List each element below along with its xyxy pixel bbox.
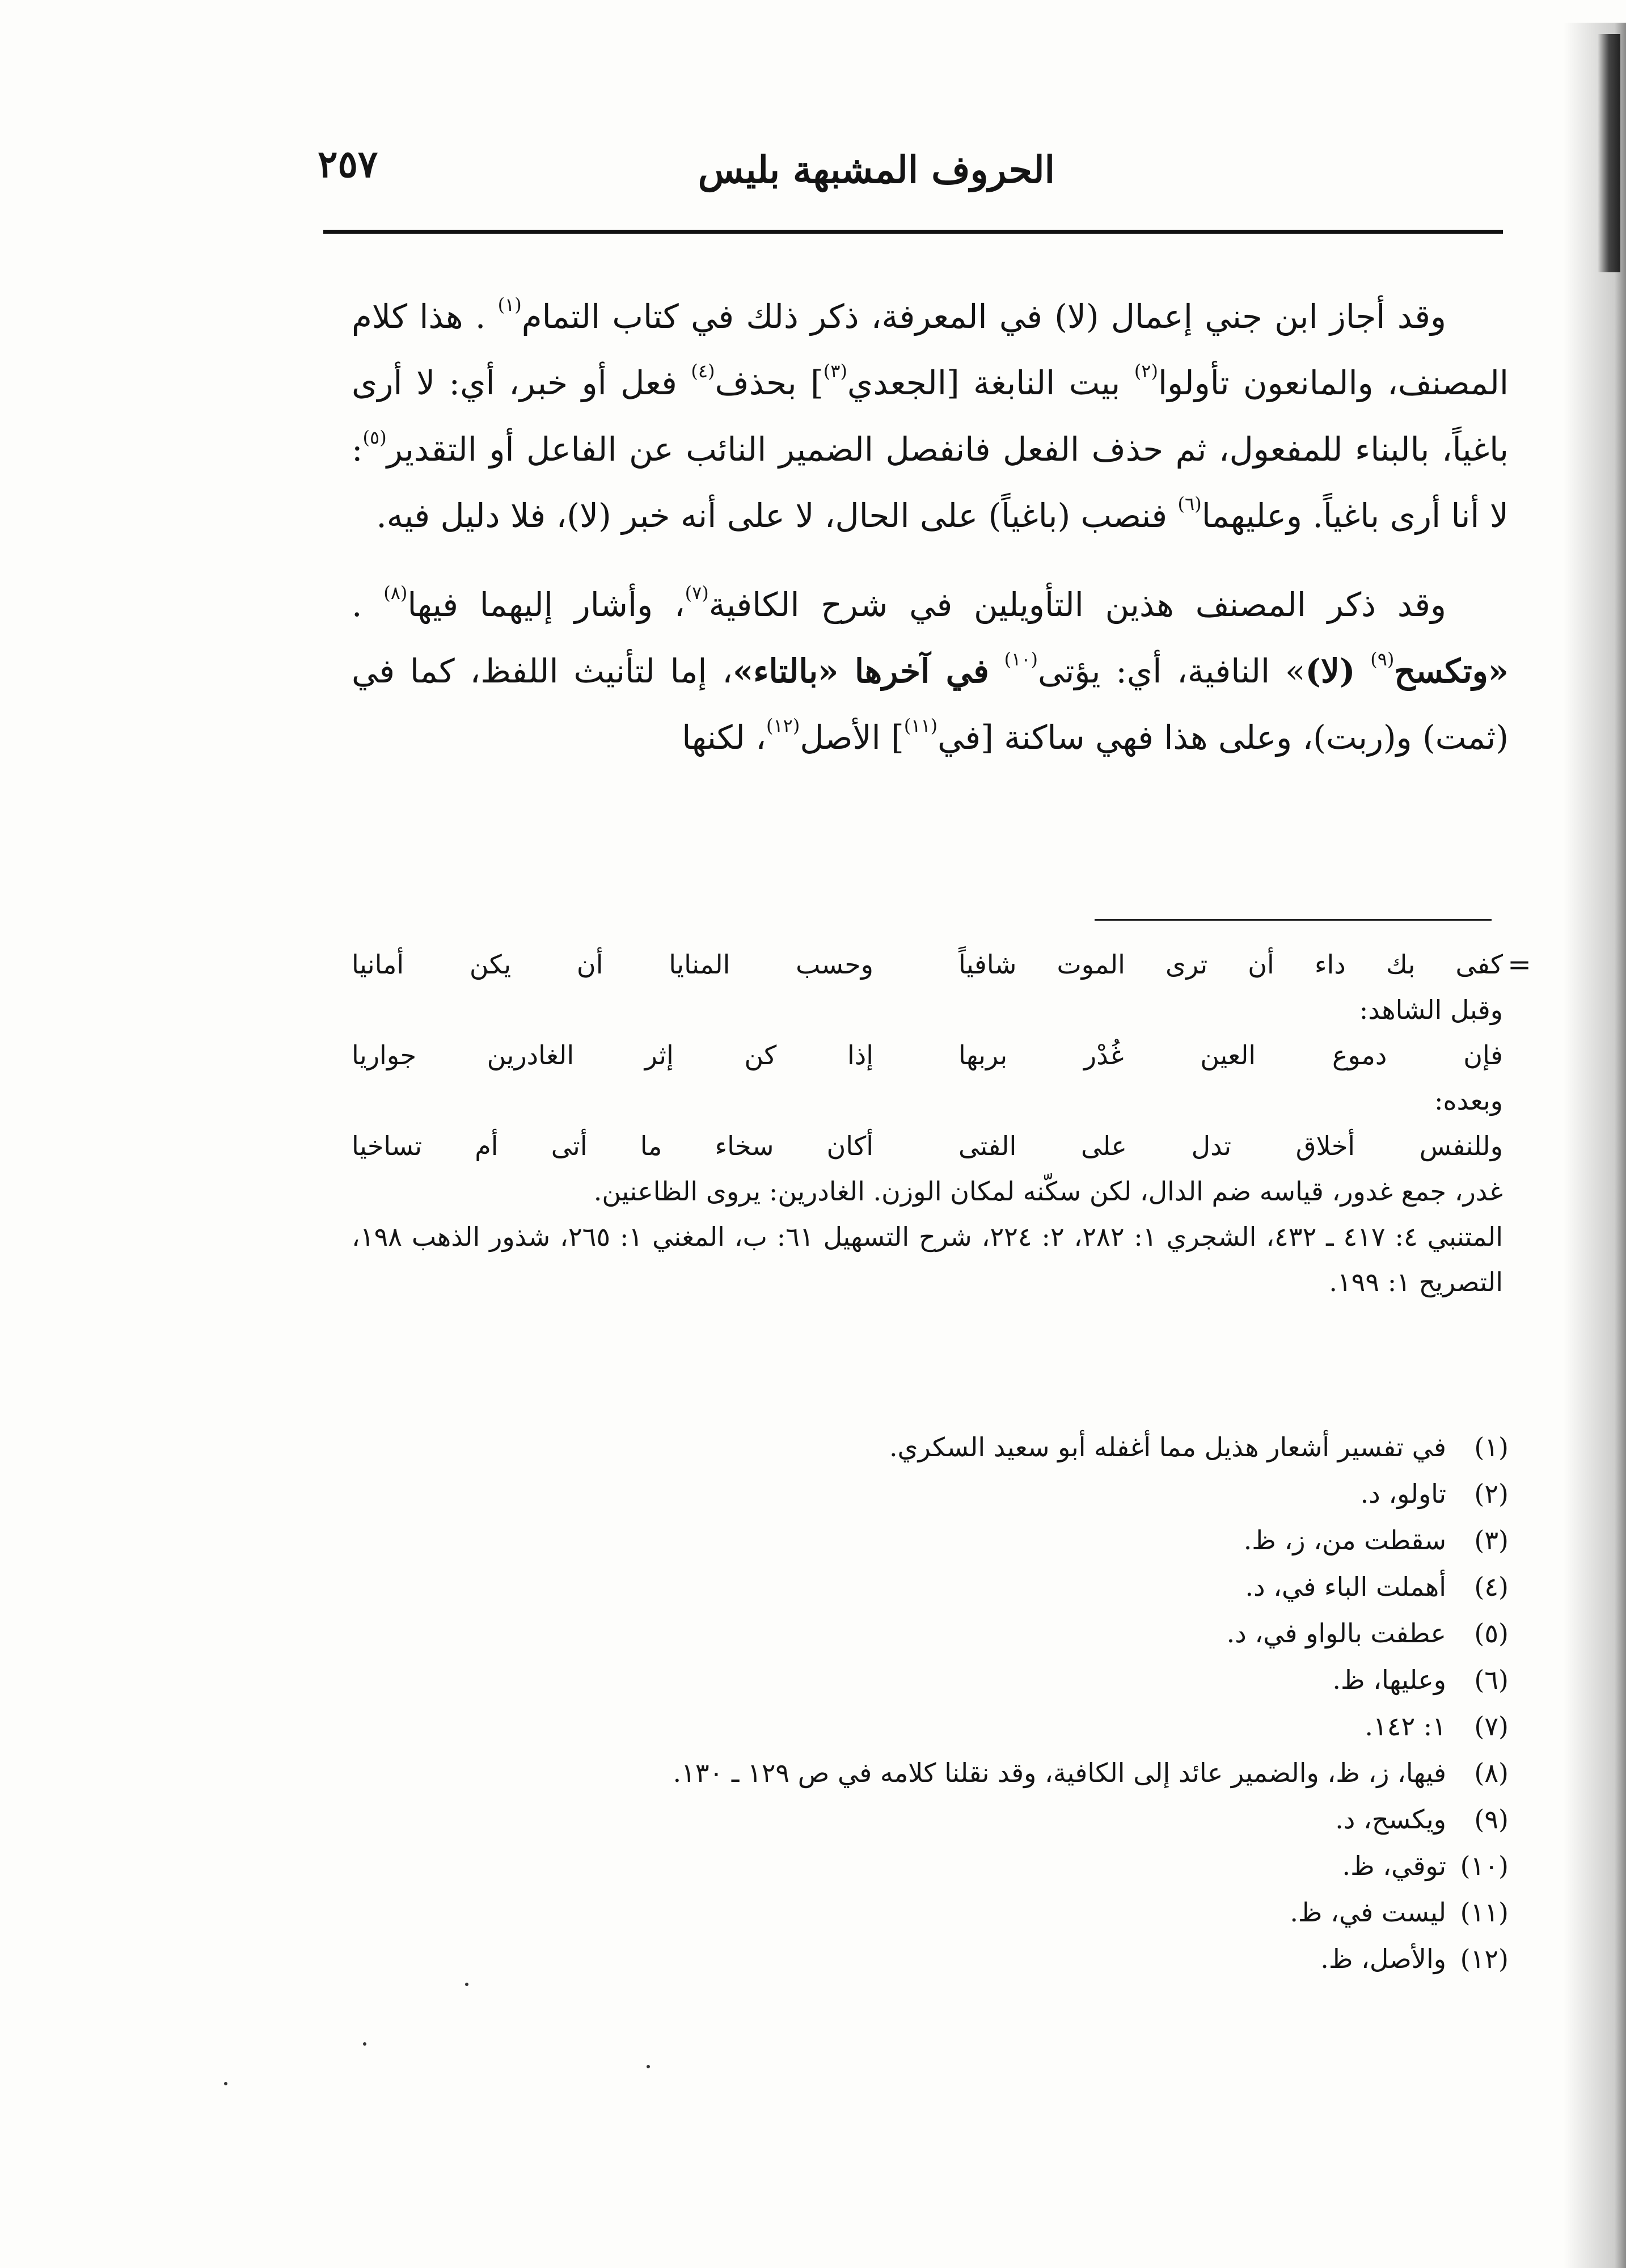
footnote-number: (١٢)	[1460, 1944, 1509, 1974]
footnote	[352, 1610, 1509, 1656]
scan-speck	[224, 2082, 227, 2085]
scan-speck	[465, 1983, 468, 1986]
note-label: وبعده:	[1434, 1085, 1503, 1116]
footnote-text: فيها، ز، ظ، والضمير عائد إلى الكافية، وقد نقلنا كلامه في ص ١٢٩ ـ ١٣٠.	[673, 1757, 1446, 1788]
footnote-ref[interactable]: (٣)	[823, 360, 847, 382]
footnote-text: والأصل، ظ.	[1320, 1944, 1446, 1974]
footnote	[352, 1889, 1509, 1936]
text-run: فعل أو خبر، أي: لا أرى باغياً، بالبناء للمفعول، ثم حذف الفعل فانفصل الضمير النائب عن الفاعل أو التقدير	[352, 364, 1509, 469]
text-run: ، إما لتأنيث اللفظ، كما في (ثمت) و(ربت)، وعلى هذا فهي ساكنة [في	[352, 652, 1509, 757]
note-gloss: غدر، جمع غدور، قياسه ضم الدال، لكن سكّنه لمكان الوزن. الغادرين: يروى الظاعنين.	[593, 1176, 1503, 1207]
footnote-text: سقطت من، ز، ظ.	[1243, 1525, 1446, 1555]
footnote-number: (٣)	[1474, 1525, 1509, 1555]
text-run: ] الأصل	[800, 718, 904, 757]
footnote-number: (٢)	[1474, 1478, 1509, 1509]
footnote-ref[interactable]: (١)	[497, 294, 522, 315]
footnote	[352, 1796, 1509, 1843]
footnote-text: تاولو، د.	[1360, 1478, 1446, 1509]
continued-note	[352, 942, 1531, 1305]
footnote-separator	[1095, 919, 1492, 921]
footnote	[352, 1563, 1509, 1610]
text-run: وقد أجاز ابن جني إعمال (لا) في المعرفة، ذكر ذلك في كتاب التمام	[521, 297, 1446, 336]
bold-text: (لا)	[1305, 652, 1355, 690]
footnote-text: وعليها، ظ.	[1332, 1664, 1446, 1695]
footnote-ref[interactable]: (٦)	[1177, 493, 1202, 515]
footnote	[352, 1703, 1509, 1750]
footnote	[352, 1750, 1509, 1796]
note-label: وقبل الشاهد:	[1359, 994, 1503, 1025]
main-text	[352, 284, 1509, 771]
verse-hemistich: كفى بك داء أن ترى الموت شافياً	[958, 949, 1503, 980]
footnote-ref[interactable]: (١٠)	[1004, 648, 1038, 670]
footnote-text: ليست في، ظ.	[1290, 1897, 1446, 1928]
page-edge-band	[1598, 34, 1620, 272]
footnote-ref[interactable]: (٥)	[362, 427, 387, 448]
footnote-text: ١: ١٤٢.	[1365, 1711, 1446, 1742]
footnote-text: أهملت الباء في، د.	[1245, 1571, 1446, 1602]
footnote-ref[interactable]: (٧)	[685, 582, 709, 604]
footnote-number: (٩)	[1474, 1804, 1509, 1835]
verse-hemistich: وحسب المنايا أن يكن أمانيا	[352, 949, 873, 980]
footnote-ref[interactable]: (٤)	[691, 360, 715, 382]
footnote-number: (٤)	[1474, 1571, 1509, 1602]
footnote-ref[interactable]: (١١)	[903, 715, 938, 736]
scan-speck	[647, 2065, 650, 2068]
footnote-text: توقي، ظ.	[1342, 1850, 1446, 1881]
text-run: بيت النابغة [الجعدي	[847, 364, 1121, 402]
footnote-number: (١)	[1474, 1432, 1509, 1462]
text-run: ] بحذف	[715, 364, 823, 402]
footnote	[352, 1470, 1509, 1517]
verse-hemistich: وللنفس أخلاق تدل على الفتى	[958, 1131, 1503, 1161]
footnote-number: (٧)	[1474, 1711, 1509, 1742]
verse-line	[352, 1123, 1509, 1169]
page-number: ٢٥٧	[318, 142, 378, 186]
footnote-number: (١١)	[1460, 1897, 1509, 1928]
text-run: .	[352, 585, 362, 624]
text-run: ، لكنها	[682, 718, 766, 757]
footnote	[352, 1656, 1509, 1703]
footnote-ref[interactable]: (٨)	[383, 582, 408, 604]
footnotes-list	[352, 1424, 1509, 1982]
footnote	[352, 1424, 1509, 1470]
paragraph-1	[352, 284, 1509, 549]
footnote-number: (٥)	[1474, 1618, 1509, 1649]
verse-line	[352, 942, 1509, 987]
footnote	[352, 1517, 1509, 1563]
text-run: . هذا كلام المصنف، والمانعون تأولوا	[352, 297, 1509, 402]
footnote-number: (٨)	[1474, 1757, 1509, 1788]
footnote-ref[interactable]: (٩)	[1370, 648, 1395, 670]
scan-speck	[363, 2042, 366, 2046]
footnote-text: في تفسير أشعار هذيل مما أغفله أبو سعيد السكري.	[889, 1432, 1446, 1462]
verse-hemistich: فإن دموع العين غُدْر بربها	[958, 1040, 1503, 1070]
continuation-mark: =	[1507, 948, 1531, 981]
header-rule	[323, 230, 1503, 234]
bold-text: «وتكسح	[1394, 652, 1509, 690]
footnote-number: (١٠)	[1460, 1850, 1509, 1881]
paragraph-2	[352, 572, 1509, 771]
footnote-ref[interactable]: (٢)	[1134, 360, 1158, 382]
note-sources: المتنبي ٤: ٤١٧ ـ ٤٣٢، الشجري ١: ٢٨٢، ٢: ٢٢٤، شرح التسهيل ٦١: ب، المغني ١: ٢٦٥، شذور الذهب ١٩٨، التصريح ١: ١٩٩.	[352, 1221, 1503, 1297]
bold-text: في آخرها «بالتاء»	[732, 652, 989, 690]
footnote-number: (٦)	[1474, 1664, 1509, 1695]
verse-hemistich: إذا كن إثر الغادرين جواريا	[352, 1040, 873, 1070]
page-header	[318, 142, 1486, 210]
text-run: ، وأشار إليهما فيها	[407, 585, 685, 624]
footnote-text: عطفت بالواو في، د.	[1226, 1618, 1446, 1649]
text-run: وقد ذكر المصنف هذين التأويلين في شرح الكافية	[708, 585, 1447, 624]
text-run: فنصب (باغياً) على الحال، لا على أنه خبر (لا)، فلا دليل فيه.	[376, 496, 1168, 535]
verse-hemistich: أكان سخاء ما أتى أم تساخيا	[352, 1131, 873, 1161]
running-title: الحروف المشبهة بليس	[698, 147, 1055, 192]
footnote-text: ويكسح، د.	[1335, 1804, 1446, 1835]
text-run: » النافية، أي: يؤتى	[1037, 652, 1306, 690]
text-run: : لا أنا أرى باغياً. وعليهما	[352, 430, 1509, 535]
footnote	[352, 1936, 1509, 1982]
footnote-ref[interactable]: (١٢)	[766, 715, 800, 736]
page-edge-shadow	[1558, 23, 1626, 2268]
verse-line	[352, 1032, 1509, 1078]
footnote	[352, 1843, 1509, 1889]
